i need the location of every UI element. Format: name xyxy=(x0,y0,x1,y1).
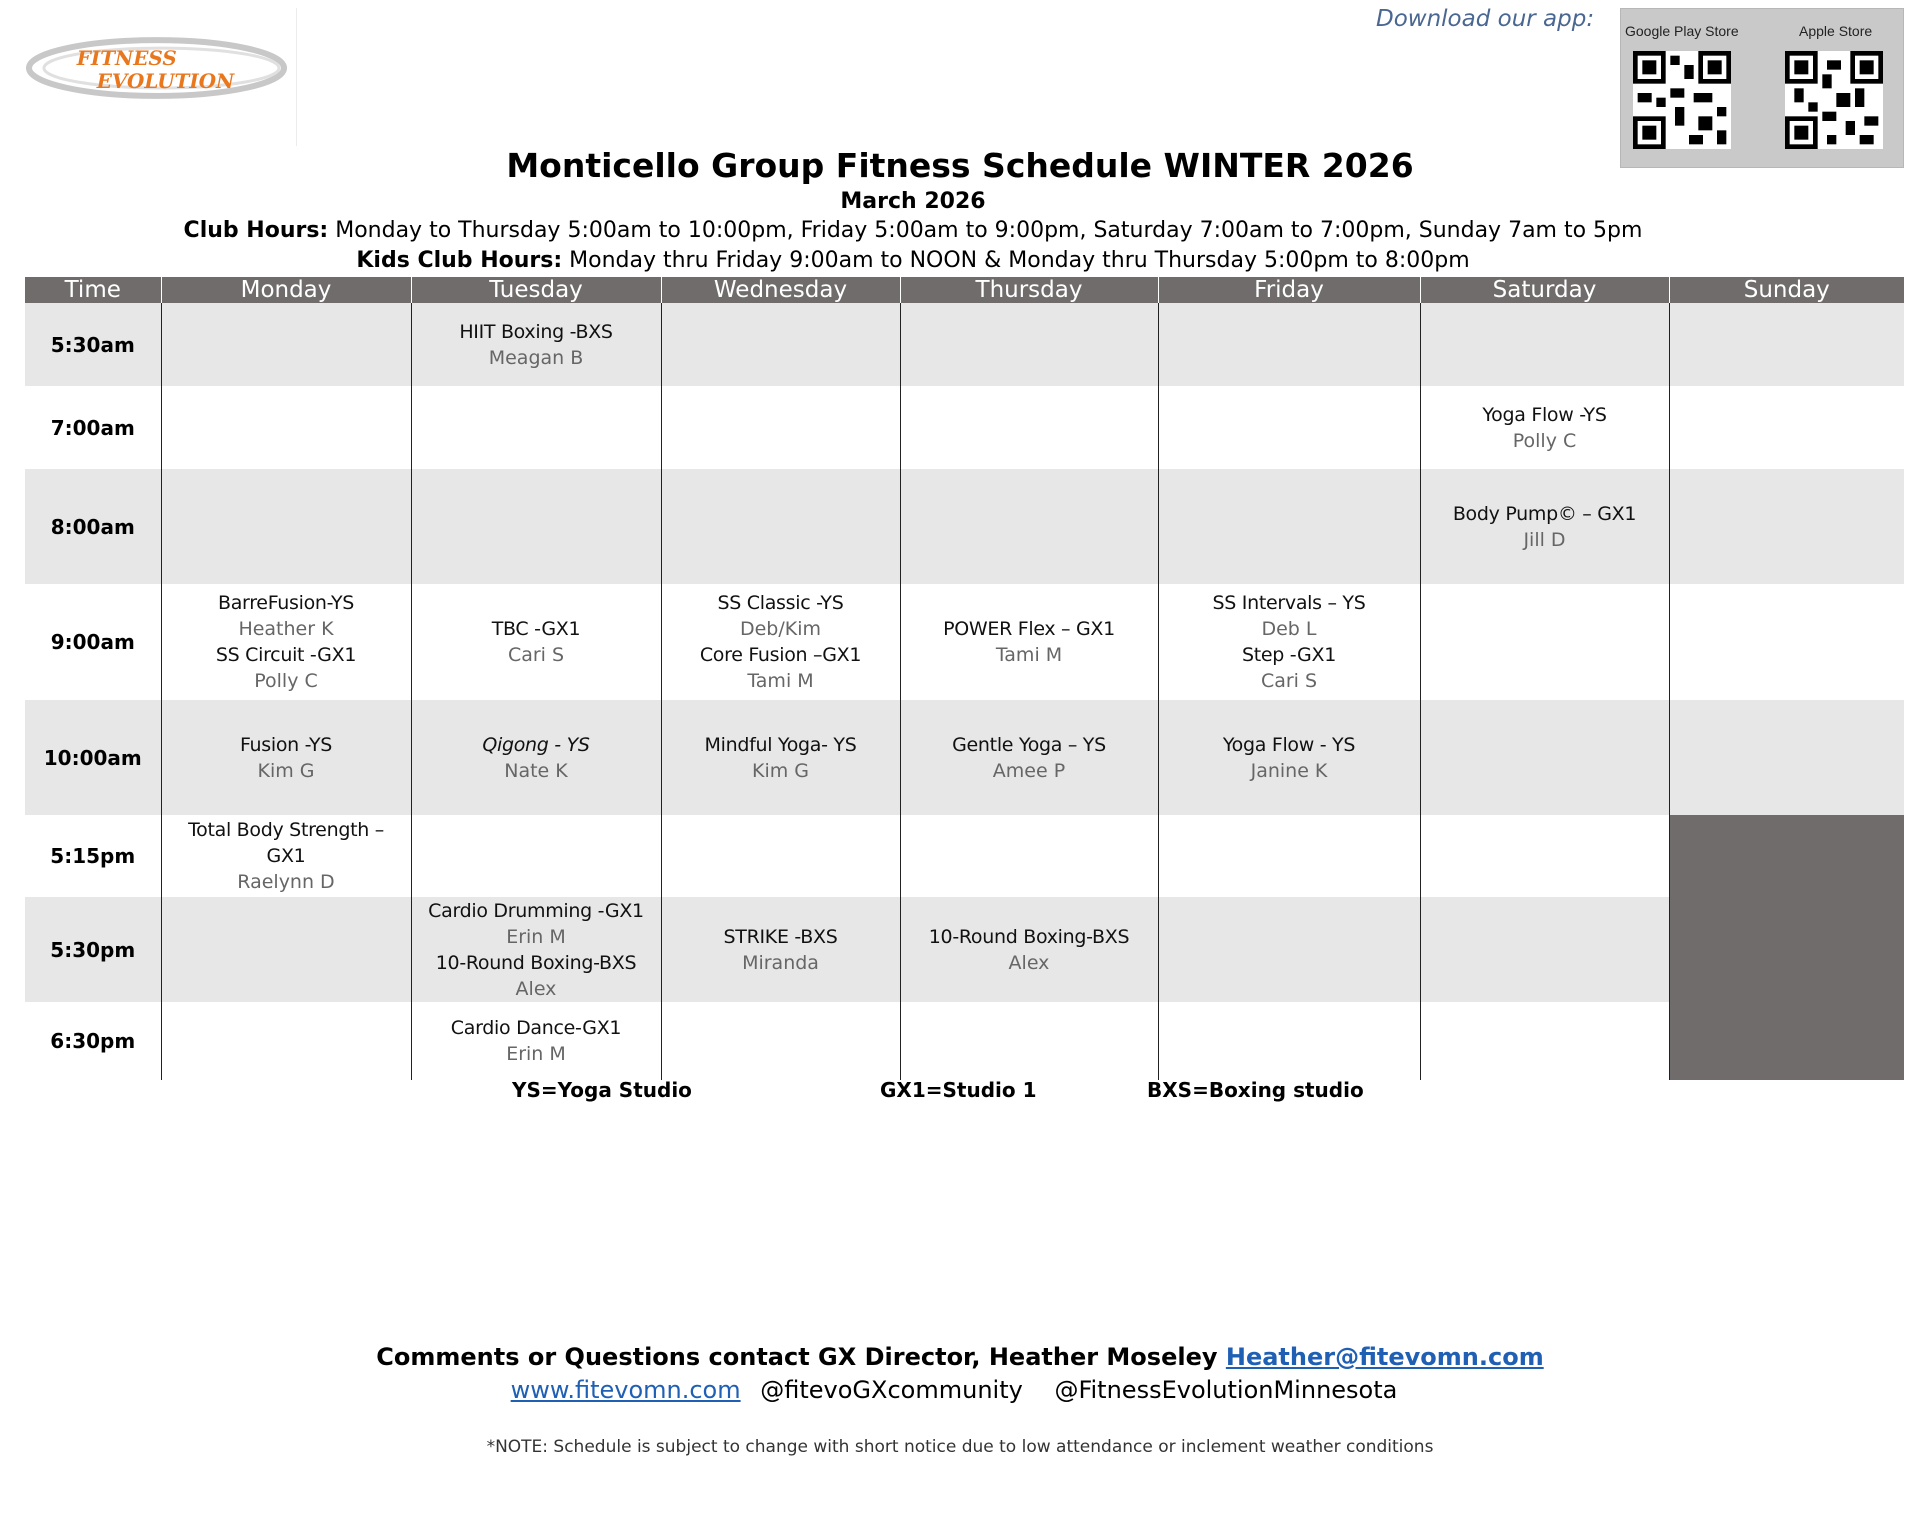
contact-line xyxy=(0,1343,1920,1371)
contact-email-link[interactable]: Heather@fitevomn.com xyxy=(1225,1343,1544,1371)
class-name: Qigong - YS xyxy=(482,733,590,756)
cell-sat xyxy=(1420,469,1669,584)
instructor-name: Kim G xyxy=(257,759,315,782)
schedule-note: *NOTE: Schedule is subject to change with short notice due to low attendance or inclement weather conditions xyxy=(486,1437,1434,1457)
class-name: Fusion -YS xyxy=(239,733,333,756)
cell-tue xyxy=(411,1002,661,1080)
page-title: Monticello Group Fitness Schedule WINTER 2026 xyxy=(506,146,1414,185)
cell-sat xyxy=(1420,700,1669,815)
cell-sun xyxy=(1669,469,1904,584)
legend-boxing-studio: BXS=Boxing studio xyxy=(1147,1078,1364,1102)
app-qr-panel xyxy=(1620,8,1904,168)
cell-fri xyxy=(1158,815,1420,897)
cell-sun-closed xyxy=(1669,897,1904,1002)
cell-sat xyxy=(1420,386,1669,469)
time-cell: 6:30pm xyxy=(25,1002,161,1080)
kids-hours-label: Kids Club Hours: xyxy=(356,248,563,273)
header-saturday: Saturday xyxy=(1420,277,1669,303)
cell-sun-closed xyxy=(1669,1002,1904,1080)
cell-thu xyxy=(900,700,1158,815)
cell-sun xyxy=(1669,303,1904,386)
instructor-name: Meagan B xyxy=(488,346,584,369)
class-name: SS Circuit -GX1 xyxy=(215,644,357,666)
instructor-name: Tami M xyxy=(995,644,1063,666)
cell-thu xyxy=(900,897,1158,1002)
cell-thu xyxy=(900,303,1158,386)
cell-sun xyxy=(1669,584,1904,700)
class-name: 10-Round Boxing-BXS xyxy=(435,951,637,974)
cell-thu xyxy=(900,469,1158,584)
cell-mon xyxy=(161,815,411,897)
time-cell: 5:15pm xyxy=(25,815,161,897)
table-row xyxy=(25,303,1904,386)
class-name: 10-Round Boxing-BXS xyxy=(928,925,1130,948)
cell-tue xyxy=(411,584,661,700)
instructor-name: Amee P xyxy=(992,759,1066,782)
cell-wed xyxy=(661,469,900,584)
class-name: Yoga Flow -YS xyxy=(1482,403,1607,426)
cell-wed xyxy=(661,700,900,815)
instructor-name: Kim G xyxy=(751,759,809,782)
kids-hours-text: Monday thru Friday 9:00am to NOON & Monday thru Thursday 5:00pm to 8:00pm xyxy=(562,248,1470,273)
legend-yoga-studio: YS=Yoga Studio xyxy=(512,1078,692,1102)
cell-wed xyxy=(661,386,900,469)
cell-tue xyxy=(411,897,661,1002)
class-name: Mindful Yoga- YS xyxy=(704,733,857,756)
cell-tue xyxy=(411,386,661,469)
class-name: STRIKE -BXS xyxy=(723,925,838,948)
cell-fri xyxy=(1158,700,1420,815)
time-cell: 7:00am xyxy=(25,386,161,469)
instructor-name: Jill D xyxy=(1523,528,1566,551)
cell-thu xyxy=(900,386,1158,469)
class-name: Yoga Flow - YS xyxy=(1222,733,1356,756)
fitness-evolution-logo xyxy=(22,8,297,146)
schedule-table xyxy=(25,277,1904,1080)
instructor-name: Raelynn D xyxy=(237,871,335,893)
legend-studio-1: GX1=Studio 1 xyxy=(880,1078,1037,1102)
time-cell: 9:00am xyxy=(25,584,161,700)
class-name-cont: GX1 xyxy=(266,845,306,867)
cell-wed xyxy=(661,1002,900,1080)
instructor-name: Polly C xyxy=(254,670,318,692)
class-name: SS Intervals – YS xyxy=(1212,592,1366,614)
cell-fri xyxy=(1158,584,1420,700)
header-wednesday: Wednesday xyxy=(661,277,900,303)
cell-sat xyxy=(1420,584,1669,700)
time-cell: 5:30pm xyxy=(25,897,161,1002)
time-cell: 8:00am xyxy=(25,469,161,584)
cell-fri xyxy=(1158,1002,1420,1080)
cell-fri xyxy=(1158,469,1420,584)
cell-wed xyxy=(661,815,900,897)
cell-wed xyxy=(661,897,900,1002)
website-link[interactable]: www.fitevomn.com xyxy=(510,1376,741,1404)
class-name: Core Fusion –GX1 xyxy=(699,644,862,666)
logo-swoosh-icon xyxy=(22,8,296,146)
cell-fri xyxy=(1158,303,1420,386)
table-row xyxy=(25,700,1904,815)
club-hours-text: Monday to Thursday 5:00am to 10:00pm, Friday 5:00am to 9:00pm, Saturday 7:00am to 7:00pm, Sunday 7am to 5pm xyxy=(328,218,1643,243)
table-row xyxy=(25,584,1904,700)
header-tuesday: Tuesday xyxy=(411,277,661,303)
cell-tue xyxy=(411,303,661,386)
class-name: Cardio Dance-GX1 xyxy=(450,1017,622,1039)
cell-sat xyxy=(1420,1002,1669,1080)
time-cell: 5:30am xyxy=(25,303,161,386)
cell-mon xyxy=(161,897,411,1002)
gx-community-handle: @fitevoGXcommunity xyxy=(760,1376,1023,1404)
fitness-evolution-handle: @FitnessEvolutionMinnesota xyxy=(1054,1376,1398,1404)
header-time: Time xyxy=(25,277,161,303)
instructor-name: Deb L xyxy=(1261,618,1317,640)
cell-wed xyxy=(661,303,900,386)
instructor-name: Heather K xyxy=(238,618,334,640)
cell-mon xyxy=(161,584,411,700)
instructor-name: Nate K xyxy=(504,759,568,782)
class-name: Total Body Strength – xyxy=(188,819,384,841)
header-friday: Friday xyxy=(1158,277,1420,303)
instructor-name: Cari S xyxy=(507,644,565,666)
cell-fri xyxy=(1158,897,1420,1002)
cell-tue xyxy=(411,700,661,815)
social-links xyxy=(0,1376,1920,1404)
class-name: BarreFusion-YS xyxy=(217,592,355,614)
class-name: POWER Flex – GX1 xyxy=(943,618,1115,640)
apple-store-label: Apple Store xyxy=(1799,23,1873,39)
class-name: Gentle Yoga – YS xyxy=(952,733,1106,756)
apple-store-qr-icon[interactable] xyxy=(1785,51,1883,149)
cell-mon xyxy=(161,1002,411,1080)
class-name: Body Pump© – GX1 xyxy=(1452,502,1637,525)
kids-club-hours xyxy=(0,248,1826,273)
instructor-name: Tami M xyxy=(747,670,814,692)
table-row xyxy=(25,815,1904,897)
cell-mon xyxy=(161,700,411,815)
table-header-row xyxy=(25,277,1904,303)
table-row xyxy=(25,469,1904,584)
logo-line2: EVOLUTION xyxy=(96,68,235,93)
instructor-name: Janine K xyxy=(1250,759,1328,782)
instructor-name: Cari S xyxy=(1260,670,1318,692)
cell-sat xyxy=(1420,303,1669,386)
instructor-name: Miranda xyxy=(742,951,819,974)
download-app-label: Download our app: xyxy=(1376,6,1595,32)
class-name: Cardio Drumming -GX1 xyxy=(428,899,644,922)
cell-mon xyxy=(161,386,411,469)
cell-tue xyxy=(411,815,661,897)
cell-sun xyxy=(1669,700,1904,815)
instructor-name: Erin M xyxy=(506,925,566,948)
google-play-qr-icon[interactable] xyxy=(1633,51,1731,149)
google-play-label: Google Play Store xyxy=(1625,23,1739,39)
cell-wed xyxy=(661,584,900,700)
instructor-name: Alex xyxy=(1008,951,1050,974)
cell-mon xyxy=(161,469,411,584)
cell-sat xyxy=(1420,897,1669,1002)
page-subtitle: March 2026 xyxy=(840,189,986,214)
header-sunday: Sunday xyxy=(1669,277,1904,303)
class-name: TBC -GX1 xyxy=(491,618,581,640)
header-thursday: Thursday xyxy=(900,277,1158,303)
header-monday: Monday xyxy=(161,277,411,303)
cell-thu xyxy=(900,815,1158,897)
instructor-name: Deb/Kim xyxy=(739,618,822,640)
table-row xyxy=(25,386,1904,469)
cell-tue xyxy=(411,469,661,584)
table-row xyxy=(25,1002,1904,1080)
class-name: SS Classic -YS xyxy=(717,592,844,614)
cell-sat xyxy=(1420,815,1669,897)
class-name: HIIT Boxing -BXS xyxy=(459,320,613,343)
club-hours-label: Club Hours: xyxy=(183,218,329,243)
cell-thu xyxy=(900,584,1158,700)
cell-sun-closed xyxy=(1669,815,1904,897)
instructor-name: Erin M xyxy=(506,1043,566,1065)
time-cell: 10:00am xyxy=(25,700,161,815)
instructor-name: Polly C xyxy=(1512,429,1577,452)
table-row xyxy=(25,897,1904,1002)
cell-fri xyxy=(1158,386,1420,469)
instructor-name: Alex xyxy=(515,977,557,1000)
cell-thu xyxy=(900,1002,1158,1080)
club-hours xyxy=(0,218,1826,243)
class-name: Step -GX1 xyxy=(1242,644,1336,666)
cell-mon xyxy=(161,303,411,386)
cell-sun xyxy=(1669,386,1904,469)
logo-line1: FITNESS xyxy=(76,46,177,71)
contact-text: Comments or Questions contact GX Director, Heather Moseley xyxy=(376,1343,1226,1371)
